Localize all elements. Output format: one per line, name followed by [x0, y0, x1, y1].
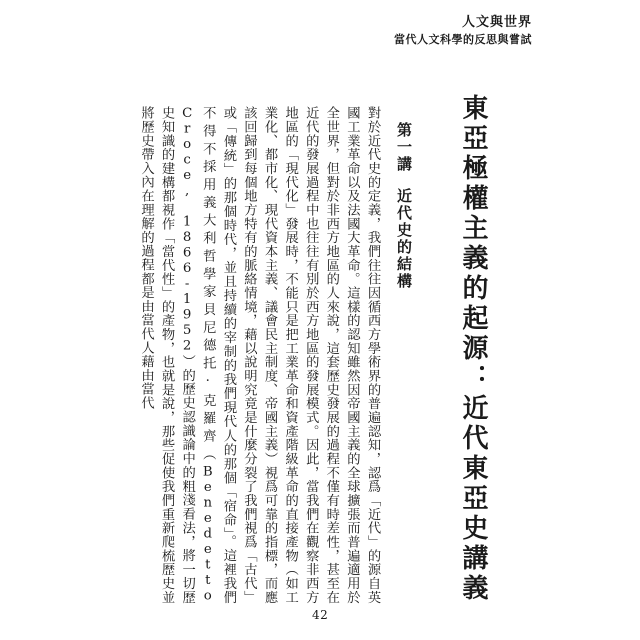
chapter-title: 近代史的結構 — [395, 188, 413, 290]
running-header — [394, 14, 532, 48]
body-paragraph: 對於近代史的定義，我們往往因循西方學術界的普遍認知，認爲「近代」的源自英國工業革命以及法國大革命。這樣的認知雖然因帝國主義的全球擴張而普遍適用於全世界，但對於非西方地區的人來說，這套歷史發展的過程不僅有時差性，甚至在近代的發展過程中也往往有別於西方地區的發展模式。因此，當我們在觀察非西方地區的「現代化」發展時，不能只是把工業革命和資產階級革命的直接產物（如工業化、都市化、現代資本主義、議會民主制度、帝國主義）視爲可靠的指標，而應該回歸到每個地方特有的脈絡情境，藉以說明究竟是什麼分裂了我們視爲「古代」或「傳統」的那個時代，並且持續的宰制的我們現代人的那個「宿命」。這裡我們不得不採用義大利哲學家貝尼德托·克羅齊（Benedetto Croce, 1866-1952）的歷史認識論中的粗淺看法，將一切歷史知識的建構都視作「當代性」的產物，也就是說，那些促使我們重新爬梳歷史並將歷史帶入內在理解的過程都是由當代人藉由當代 — [138, 106, 380, 604]
series-title: 人文與世界 — [461, 15, 532, 30]
book-title: 東亞極權主義的起源：近代東亞史講義 — [458, 94, 488, 604]
series-subtitle: 當代人文科學的反思與嘗試 — [394, 33, 532, 46]
chapter-number: 第一講 — [395, 122, 413, 173]
page-number: 42 — [312, 608, 329, 622]
body-text — [135, 106, 382, 604]
